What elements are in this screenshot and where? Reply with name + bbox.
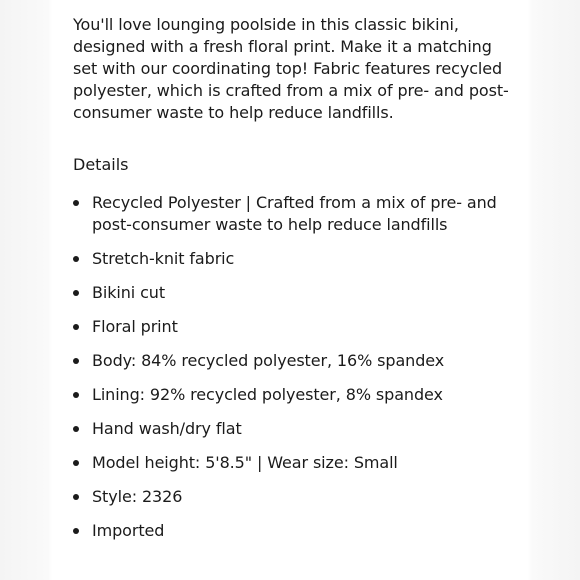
details-item — [73, 248, 513, 270]
details-item — [73, 418, 513, 440]
details-item — [73, 350, 513, 372]
bullet-dot-icon — [73, 256, 79, 262]
details-heading: Details — [73, 155, 129, 174]
details-item — [73, 452, 513, 474]
details-item — [73, 192, 513, 236]
bullet-dot-icon — [73, 358, 79, 364]
bullet-dot-icon — [73, 392, 79, 398]
bullet-dot-icon — [73, 494, 79, 500]
details-item — [73, 486, 513, 508]
details-item — [73, 384, 513, 406]
details-item — [73, 520, 513, 542]
details-list — [73, 192, 513, 542]
product-description: You'll love lounging poolside in this classic bikini, designed with a fresh floral print. Make it a matching set with our coordinating top! Fabric features recycled polyester, which is crafted from a mix of pre- and post-consumer waste to help reduce landfills. — [73, 15, 509, 122]
bullet-dot-icon — [73, 426, 79, 432]
bullet-dot-icon — [73, 324, 79, 330]
bullet-dot-icon — [73, 290, 79, 296]
details-item-text: Recycled Polyester | Crafted from a mix of pre- and post-consumer waste to help reduce landfills — [92, 193, 497, 234]
details-item-text: Style: 2326 — [92, 487, 183, 506]
bullet-dot-icon — [73, 200, 79, 206]
product-description-section — [73, 14, 513, 554]
details-item-text: Bikini cut — [92, 283, 166, 302]
details-item-text: Floral print — [92, 317, 178, 336]
details-item-text: Lining: 92% recycled polyester, 8% spandex — [92, 385, 443, 404]
details-item — [73, 282, 513, 304]
bullet-dot-icon — [73, 460, 79, 466]
details-item — [73, 316, 513, 338]
bullet-dot-icon — [73, 528, 79, 534]
details-item-text: Body: 84% recycled polyester, 16% spandex — [92, 351, 445, 370]
details-item-text: Hand wash/dry flat — [92, 419, 242, 438]
details-item-text: Stretch-knit fabric — [92, 249, 235, 268]
details-item-text: Model height: 5'8.5" | Wear size: Small — [92, 453, 398, 472]
details-item-text: Imported — [92, 521, 165, 540]
